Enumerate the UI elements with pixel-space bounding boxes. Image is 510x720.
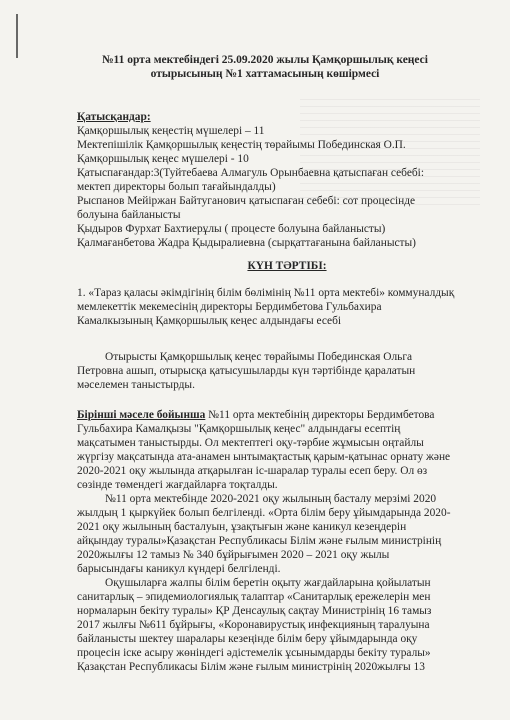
attendance-line: Мектепішілік Қамқоршылық кеңестің төрайымы Побединская О.П.	[77, 139, 406, 151]
issue-line: 2020жылғы 12 тамыз № 340 бұйрығымен 2020 – 2021 оқу жылы	[77, 549, 390, 561]
opening-line: мәселемен таныстырды.	[77, 379, 195, 391]
issue-line: байланысты шектеу шаралары кезеңінде білім беру ұйымдарында оқу	[77, 633, 418, 645]
issue-line: жылдың 1 қыркүйек болып белгіленді. «Орта білім беру ұйымдарында 2020-	[77, 507, 451, 519]
issue-line: Гульбахира Камалқызы "Қамқоршылық кеңес" алдындағы есептің	[77, 423, 401, 435]
issue-line: 2021 оқу жылының басталуын, ұзақтығын және каникул кезеңдерін	[77, 521, 407, 533]
issue-line: айқындау туралы»Қазақстан Республикасы Білім және ғылым министрінің	[77, 535, 442, 547]
agenda-section	[77, 286, 497, 328]
agenda-line: мемлекеттік мекемесінің директоры Бердимбетова Гульбахира	[77, 301, 382, 313]
issue-line: процесін іске асыру жөніндегі әдістемелік ұсынымдарды бекіту туралы»	[77, 647, 431, 659]
attendance-line: Қамқоршылық кеңес мүшелері - 10	[77, 153, 249, 165]
attendance-line: Қыдыров Фурхат Бахтиерұлы ( процесте болуына байланысты)	[77, 223, 386, 235]
issue-line: №11 орта мектебінде 2020-2021 оқу жылының басталу мерзімі 2020	[105, 493, 437, 505]
issue-line: жүргізу мақсатында ата-анамен ынтымақтастық қарым-қатынас орнату және	[77, 451, 451, 463]
issue-first-line	[77, 408, 497, 422]
first-issue-section	[77, 408, 497, 674]
agenda-line: Камалкызының Қамқоршылық кеңес алдындағы есебі	[77, 315, 342, 327]
attendance-line: Қатыспағандар:3(Туйтебаева Алмагуль Орынбаевна қатыспаған себебі:	[77, 167, 424, 179]
agenda-heading: КҮН ТӘРТІБІ:	[247, 260, 327, 272]
attendance-line: Рыспанов Мейіржан Байтуганович қатыспаған себебі: сот процесінде	[77, 195, 416, 207]
issue-line: 2020-2021 оқу жылында атқарылған іс-шаралар туралы есеп беру. Ол өз	[77, 465, 428, 477]
title-line-1: №11 орта мектебіндегі 25.09.2020 жылы Қамқоршылық кеңесі	[102, 54, 428, 66]
attendance-line: мектеп директоры болып тағайындалды)	[77, 181, 276, 193]
issue-line: Оқушыларға жалпы білім беретін оқыту жағдайларына қойылатын	[105, 577, 431, 589]
attendance-line: Қалмағанбетова Жадра Қыдыралиевна (сырқаттағанына байланысты)	[77, 237, 416, 249]
issue-line: нормаларын бекіту туралы» ҚР Денсаулық сақтау Министрінің 16 тамыз	[77, 605, 432, 617]
issue-line: барысындағы каникул күндері белгіленді.	[77, 563, 281, 575]
issue-line: санитарлық – эпидемиологиялық талаптар «Санитарлық ережелерін мен	[77, 591, 431, 603]
document-title	[60, 53, 470, 81]
title-line-2: отырысының №1 хаттамасының көшірмесі	[150, 68, 380, 80]
opening-paragraph	[77, 350, 497, 392]
issue-first-line-text: №11 орта мектебінің директоры Бердимбетова	[205, 409, 435, 421]
binding-mark	[16, 14, 18, 58]
issue-line: мақсатымен таныстырды. Ол мектептегі оқу-тәрбие жұмысын оңтайлы	[77, 437, 424, 449]
issue-line: сөзінде төмендегі жағдайларға тоқталды.	[77, 479, 278, 491]
opening-line: Отырысты Қамқоршылық кеңес төрайымы Побединская Ольга	[105, 351, 413, 363]
opening-line: Петровна ашып, отырысқа қатысушыларды күн тәртібінде қаралатын	[77, 365, 416, 377]
agenda-line: 1. «Тараз қаласы әкімдігінің білім бөлімінің №11 орта мектебі» коммуналдық	[77, 287, 455, 299]
issue-line: Қазақстан Республикасы Білім және ғылым министрінің 2020жылғы 13	[77, 661, 425, 673]
issue-line: 2017 жылғы №611 бұйрығы, «Коронавирустық инфекцияның таралуына	[77, 619, 430, 631]
issue-heading: Бірінші мәселе бойынша	[77, 409, 206, 421]
attendance-line: Қамқоршылық кеңестің мүшелері – 11	[77, 125, 265, 137]
attendance-section	[77, 110, 497, 250]
attendance-heading: Қатысқандар:	[77, 111, 151, 123]
attendance-line: болуына байланысты	[77, 209, 181, 221]
